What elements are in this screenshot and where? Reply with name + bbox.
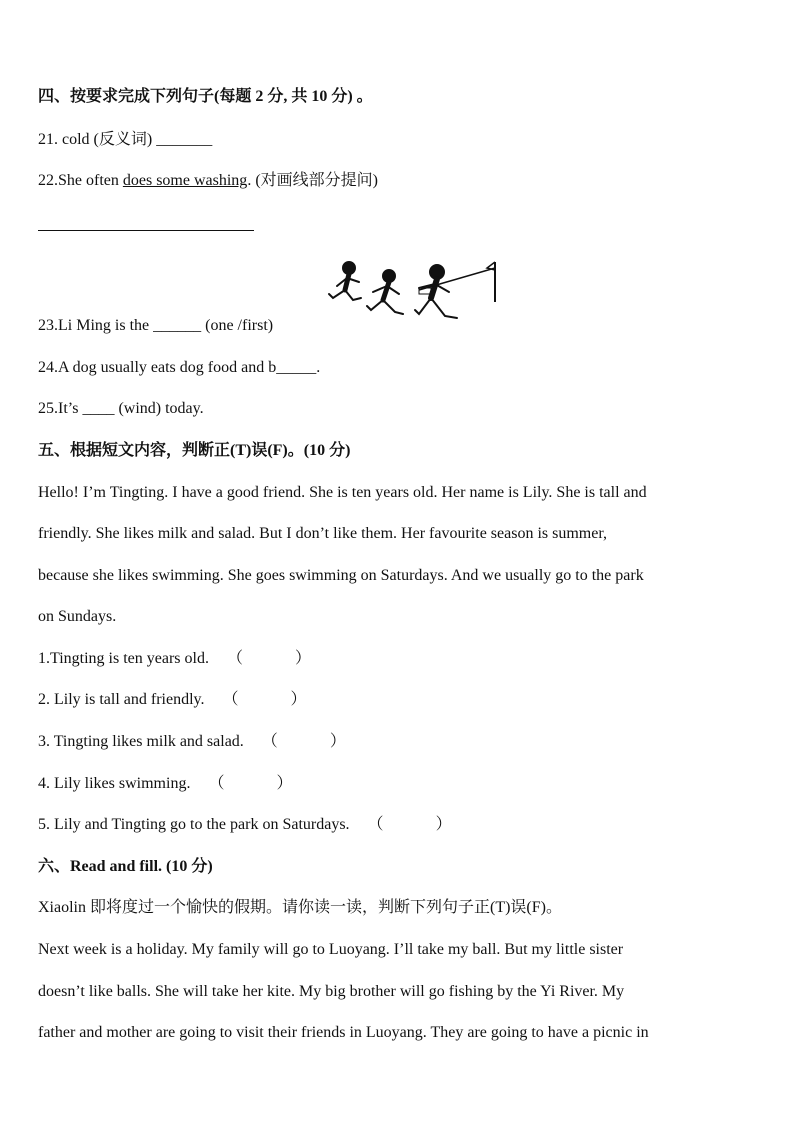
tf-item-1-answer[interactable]: （ ） (226, 650, 311, 667)
tf-item-1 (38, 649, 311, 669)
tf-item-4-text: 4. Lily likes swimming. (38, 775, 191, 792)
tf-item-4-answer[interactable]: （ ） (208, 775, 293, 792)
tf-item-1-text: 1.Tingting is ten years old. (38, 650, 209, 667)
tf-item-5 (38, 815, 452, 835)
tf-item-5-answer[interactable]: （ ） (367, 816, 452, 833)
question-21-blank[interactable]: _______ (156, 131, 213, 148)
passage-5-line-1: Hello! I’m Tingting. I have a good friend. She is ten years old. Her name is Lily. She is tall and (38, 484, 647, 501)
tf-item-2-text: 2. Lily is tall and friendly. (38, 691, 205, 708)
section-6-heading: 六、Read and fill. (10 分) (38, 858, 213, 875)
tf-item-4 (38, 774, 292, 794)
question-22-answer-line[interactable] (38, 230, 254, 231)
section-6-instruction: Xiaolin 即将度过一个愉快的假期。请你读一读，判断下列句子正(T)误(F)。 (38, 899, 562, 916)
question-21 (38, 130, 212, 150)
tf-item-5-text: 5. Lily and Tingting go to the park on Saturdays. (38, 816, 350, 833)
passage-5-line-2: friendly. She likes milk and salad. But I don’t like them. Her favourite season is summer, (38, 525, 608, 542)
question-23: 23.Li Ming is the ______ (one /first) (38, 317, 274, 334)
question-22-underlined: does some washing (122, 172, 248, 189)
passage-6-line-3: father and mother are going to visit their friends in Luoyang. They are going to have a picnic in (38, 1024, 649, 1041)
passage-6-line-2: doesn’t like balls. She will take her kite. My big brother will go fishing by the Yi River. My (38, 983, 625, 1000)
question-21-text: 21. cold (反义词) (38, 131, 153, 148)
question-22 (38, 171, 378, 191)
passage-5-line-3: because she likes swimming. She goes swimming on Saturdays. And we usually go to the park (38, 567, 644, 584)
passage-5-line-4: on Sundays. (38, 608, 117, 625)
tf-item-3-answer[interactable]: （ ） (261, 733, 346, 750)
tf-item-2-answer[interactable]: （ ） (222, 691, 307, 708)
question-22-suffix: . (对画线部分提问) (247, 172, 378, 189)
section-4-heading: 四、按要求完成下列句子(每题 2 分, 共 10 分) 。 (38, 88, 373, 105)
question-22-prefix: 22.She often (38, 172, 123, 189)
tf-item-3-text: 3. Tingting likes milk and salad. (38, 733, 244, 750)
section-5-heading: 五、根据短文内容，判断正(T)误(F)。(10 分) (38, 442, 351, 459)
question-25: 25.It’s ____ (wind) today. (38, 400, 204, 417)
tf-item-2 (38, 690, 307, 710)
question-24: 24.A dog usually eats dog food and b_____. (38, 359, 321, 376)
tf-item-3 (38, 732, 346, 752)
passage-6-line-1: Next week is a holiday. My family will go to Luoyang. I’ll take my ball. But my little sister (38, 941, 624, 958)
running-race-icon (323, 258, 503, 330)
